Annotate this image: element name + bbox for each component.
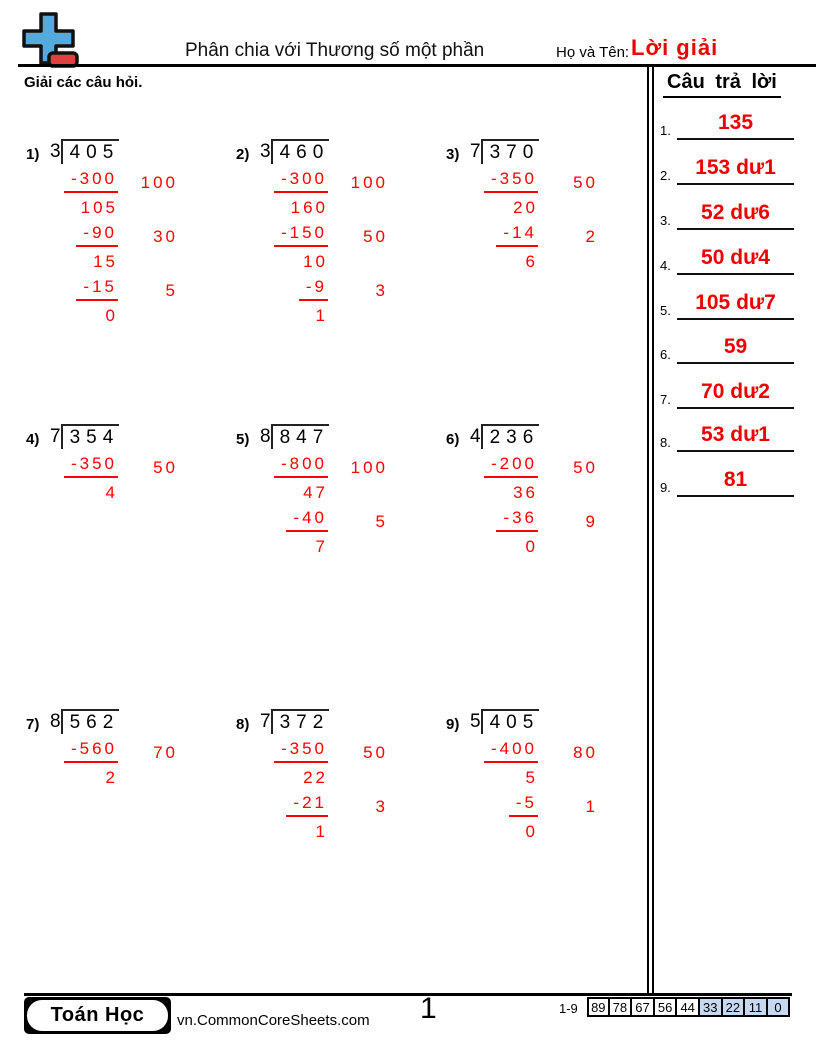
divisor: 7 [470, 141, 481, 162]
remainder-line [446, 478, 656, 503]
subject-badge [24, 997, 171, 1034]
work-steps [446, 170, 656, 272]
score-box: 11 [745, 997, 768, 1017]
remainder-value: 7 [315, 537, 328, 556]
answer-number: 7. [660, 392, 671, 407]
answer-line [677, 183, 794, 185]
divisor: 4 [470, 426, 481, 447]
remainder-value: 47 [303, 483, 328, 502]
division-header [26, 138, 236, 164]
remainder-line [236, 817, 446, 842]
divisor: 8 [260, 426, 271, 447]
division-header [446, 138, 656, 164]
remainder-value: 22 [303, 768, 328, 787]
division-step [236, 278, 446, 326]
subtracted-value: -36 [496, 508, 538, 532]
dividend: 562 [61, 709, 120, 734]
division-step [446, 170, 656, 218]
partial-quotient: 9 [585, 512, 598, 531]
division-problem [236, 423, 446, 557]
division-header [26, 423, 236, 449]
division-header [236, 708, 446, 734]
division-header [236, 423, 446, 449]
remainder-value: 36 [513, 483, 538, 502]
division-problem [446, 138, 656, 272]
division-step [236, 455, 446, 503]
subtracted-value: -9 [299, 277, 328, 301]
answer-value: 53 dư1 [701, 423, 770, 446]
work-steps [236, 740, 446, 842]
dividend: 847 [271, 424, 330, 449]
subtracted-value: -400 [484, 739, 538, 763]
answer-value: 135 [717, 111, 754, 134]
division-step [26, 278, 236, 326]
dividend: 372 [271, 709, 330, 734]
remainder-line [26, 247, 236, 272]
answer-item [660, 98, 794, 140]
answer-item [660, 322, 794, 364]
work-steps [26, 740, 236, 788]
score-box: 67 [632, 997, 655, 1017]
division-step [446, 740, 656, 788]
name-label: Họ và Tên: [556, 44, 630, 61]
answer-number: 8. [660, 435, 671, 450]
work-steps [446, 455, 656, 557]
subject-badge-label: Toán Học [27, 1000, 168, 1031]
remainder-line [26, 193, 236, 218]
subtracted-value: -150 [274, 223, 328, 247]
answer-line [677, 407, 794, 409]
remainder-line [26, 763, 236, 788]
division-header [236, 138, 446, 164]
subtract-line [26, 170, 236, 193]
answer-number: 5. [660, 303, 671, 318]
remainder-value: 105 [80, 198, 118, 217]
page-title: Phân chia với Thương số một phần [185, 40, 485, 61]
work-steps [236, 455, 446, 557]
score-box: 78 [610, 997, 633, 1017]
answer-item [660, 410, 794, 452]
remainder-value: 10 [303, 252, 328, 271]
score-grid [587, 997, 790, 1017]
answer-item [660, 367, 794, 409]
division-header [446, 423, 656, 449]
partial-quotient: 50 [153, 458, 178, 477]
answer-line [677, 273, 794, 275]
dividend: 370 [481, 139, 540, 164]
subtracted-value: -15 [76, 277, 118, 301]
subtracted-value: -350 [64, 454, 118, 478]
partial-quotient: 1 [585, 797, 598, 816]
problem-number: 5) [236, 431, 250, 448]
answer-value: 81 [723, 468, 748, 491]
remainder-value: 5 [525, 768, 538, 787]
divisor: 7 [50, 426, 61, 447]
divisor: 3 [50, 141, 61, 162]
partial-quotient: 100 [350, 458, 388, 477]
partial-quotient: 3 [375, 281, 388, 300]
problem-number: 6) [446, 431, 460, 448]
problem-number: 7) [26, 716, 40, 733]
name-value-solution: Lời giải [631, 35, 719, 60]
partial-quotient: 70 [153, 743, 178, 762]
remainder-line [446, 532, 656, 557]
answer-line [677, 228, 794, 230]
score-box: 56 [655, 997, 678, 1017]
problem-number: 9) [446, 716, 460, 733]
subtracted-value: -90 [76, 223, 118, 247]
remainder-line [446, 763, 656, 788]
remainder-value: 2 [105, 768, 118, 787]
subtract-line [446, 740, 656, 763]
answer-item [660, 233, 794, 275]
dividend: 236 [481, 424, 540, 449]
subtracted-value: -300 [64, 169, 118, 193]
remainder-value: 6 [525, 252, 538, 271]
subtracted-value: -800 [274, 454, 328, 478]
remainder-line [26, 301, 236, 326]
remainder-value: 15 [93, 252, 118, 271]
remainder-value: 20 [513, 198, 538, 217]
subtract-line [236, 224, 446, 247]
division-problem [236, 708, 446, 842]
dividend: 460 [271, 139, 330, 164]
subtract-line [446, 509, 656, 532]
score-box: 33 [700, 997, 723, 1017]
answer-item [660, 455, 794, 497]
remainder-line [446, 247, 656, 272]
answer-number: 1. [660, 123, 671, 138]
subtract-line [236, 278, 446, 301]
subtract-line [236, 794, 446, 817]
score-box: 22 [723, 997, 746, 1017]
page-number: 1 [420, 992, 437, 1025]
problem-number: 8) [236, 716, 250, 733]
subtract-line [26, 740, 236, 763]
score-box: 89 [587, 997, 610, 1017]
subtract-line [446, 224, 656, 247]
subtract-line [446, 794, 656, 817]
subtracted-value: -40 [286, 508, 328, 532]
remainder-line [236, 193, 446, 218]
remainder-value: 160 [290, 198, 328, 217]
divisor: 8 [50, 711, 61, 732]
remainder-value: 1 [315, 306, 328, 325]
subtract-line [236, 509, 446, 532]
partial-quotient: 50 [573, 458, 598, 477]
answer-number: 9. [660, 480, 671, 495]
division-problem [26, 423, 236, 503]
remainder-value: 0 [525, 822, 538, 841]
divisor: 5 [470, 711, 481, 732]
score-range-label: 1-9 [559, 1001, 578, 1016]
partial-quotient: 100 [140, 173, 178, 192]
answer-value: 50 dư4 [701, 246, 770, 269]
divisor: 7 [260, 711, 271, 732]
subtracted-value: -560 [64, 739, 118, 763]
answer-item [660, 188, 794, 230]
remainder-line [236, 301, 446, 326]
work-steps [236, 170, 446, 326]
instructions: Giải các câu hỏi. [24, 74, 143, 91]
partial-quotient: 80 [573, 743, 598, 762]
answer-line [677, 362, 794, 364]
remainder-line [236, 532, 446, 557]
partial-quotient: 2 [585, 227, 598, 246]
answer-number: 3. [660, 213, 671, 228]
subtracted-value: -350 [484, 169, 538, 193]
division-header [26, 708, 236, 734]
dividend: 405 [61, 139, 120, 164]
remainder-line [236, 763, 446, 788]
subtracted-value: -350 [274, 739, 328, 763]
score-box: 44 [677, 997, 700, 1017]
answer-line [677, 138, 794, 140]
division-step [446, 224, 656, 272]
remainder-value: 0 [525, 537, 538, 556]
divisor: 3 [260, 141, 271, 162]
subtracted-value: -5 [509, 793, 538, 817]
division-step [446, 455, 656, 503]
work-steps [26, 455, 236, 503]
answer-line [677, 450, 794, 452]
dividend: 354 [61, 424, 120, 449]
answer-number: 2. [660, 168, 671, 183]
division-problem [26, 138, 236, 326]
division-problem [26, 708, 236, 788]
subtracted-value: -14 [496, 223, 538, 247]
subtracted-value: -21 [286, 793, 328, 817]
division-step [26, 170, 236, 218]
work-steps [446, 740, 656, 842]
subtract-line [236, 455, 446, 478]
division-step [26, 455, 236, 503]
subtract-line [236, 740, 446, 763]
partial-quotient: 50 [363, 227, 388, 246]
division-problem [446, 708, 656, 842]
division-step [236, 740, 446, 788]
answer-item [660, 278, 794, 320]
division-problem [236, 138, 446, 326]
site-url: vn.CommonCoreSheets.com [177, 1012, 370, 1029]
answer-number: 4. [660, 258, 671, 273]
answer-value: 59 [723, 335, 748, 358]
partial-quotient: 3 [375, 797, 388, 816]
problem-number: 2) [236, 146, 250, 163]
problem-number: 1) [26, 146, 40, 163]
partial-quotient: 50 [573, 173, 598, 192]
subtract-line [26, 278, 236, 301]
answer-value: 153 dư1 [695, 156, 776, 179]
partial-quotient: 30 [153, 227, 178, 246]
answer-number: 6. [660, 347, 671, 362]
answer-value: 105 dư7 [695, 291, 776, 314]
division-step [236, 170, 446, 218]
partial-quotient: 50 [363, 743, 388, 762]
division-step [446, 509, 656, 557]
partial-quotient: 5 [375, 512, 388, 531]
remainder-value: 1 [315, 822, 328, 841]
subtract-line [236, 170, 446, 193]
subtracted-value: -300 [274, 169, 328, 193]
division-problem [446, 423, 656, 557]
division-header [446, 708, 656, 734]
subtract-line [26, 224, 236, 247]
subtract-line [446, 170, 656, 193]
remainder-value: 0 [105, 306, 118, 325]
score-box: 0 [768, 997, 791, 1017]
subtracted-value: -200 [484, 454, 538, 478]
answer-value: 52 dư6 [701, 201, 770, 224]
footer-rule [24, 993, 792, 996]
division-step [26, 740, 236, 788]
remainder-line [26, 478, 236, 503]
answer-value: 70 dư2 [701, 380, 770, 403]
remainder-line [236, 247, 446, 272]
answer-line [677, 318, 794, 320]
problem-number: 3) [446, 146, 460, 163]
answers-title: Câu trả lời [663, 71, 781, 98]
division-step [236, 509, 446, 557]
answer-line [677, 495, 794, 497]
division-step [26, 224, 236, 272]
remainder-line [446, 817, 656, 842]
work-steps [26, 170, 236, 326]
remainder-line [446, 193, 656, 218]
division-step [446, 794, 656, 842]
answer-item [660, 143, 794, 185]
subtract-line [446, 455, 656, 478]
remainder-value: 4 [105, 483, 118, 502]
problem-number: 4) [26, 431, 40, 448]
division-step [236, 794, 446, 842]
remainder-line [236, 478, 446, 503]
header-rule [18, 64, 816, 67]
dividend: 405 [481, 709, 540, 734]
subtract-line [26, 455, 236, 478]
partial-quotient: 100 [350, 173, 388, 192]
division-step [236, 224, 446, 272]
partial-quotient: 5 [165, 281, 178, 300]
